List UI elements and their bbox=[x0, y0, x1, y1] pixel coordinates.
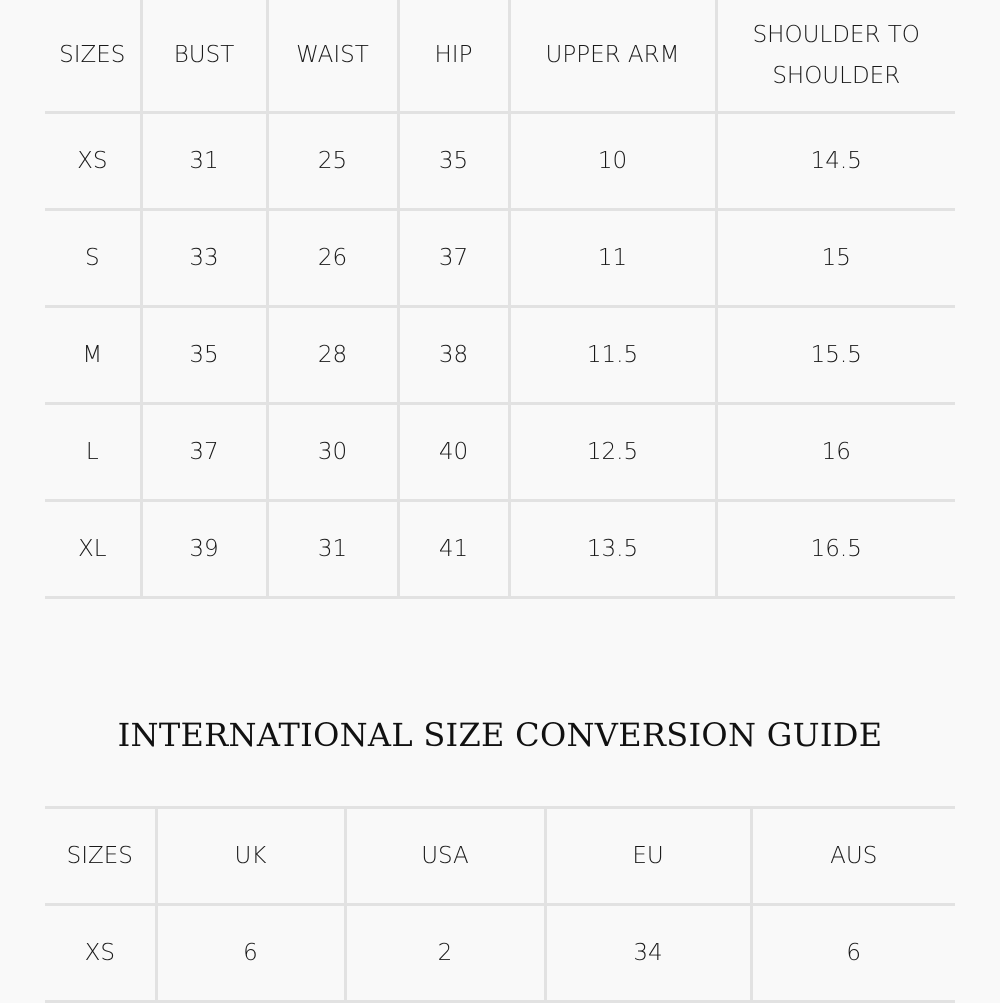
conversion-guide-title: INTERNATIONAL SIZE CONVERSION GUIDE bbox=[117, 716, 883, 754]
table-cell: 38 bbox=[398, 307, 509, 404]
table-cell: XL bbox=[45, 501, 141, 598]
table-cell: 15.5 bbox=[716, 307, 955, 404]
table-header-row bbox=[45, 808, 955, 905]
header-waist: WAIST bbox=[267, 0, 398, 113]
table-cell: 40 bbox=[398, 404, 509, 501]
table-cell: 31 bbox=[267, 501, 398, 598]
table-cell: 6 bbox=[751, 905, 955, 1002]
table-cell: 25 bbox=[267, 113, 398, 210]
table-cell: XS bbox=[45, 113, 141, 210]
header-upper-arm: UPPER ARM bbox=[509, 0, 716, 113]
table-cell: 11 bbox=[509, 210, 716, 307]
table-cell: 26 bbox=[267, 210, 398, 307]
table-cell: 6 bbox=[156, 905, 345, 1002]
table-row bbox=[45, 210, 955, 307]
header-sizes: SIZES bbox=[45, 0, 141, 113]
header-shoulder-to-shoulder: SHOULDER TO SHOULDER bbox=[716, 0, 955, 113]
table-header-row bbox=[45, 0, 955, 113]
table-cell: XS bbox=[45, 905, 156, 1002]
table-cell: S bbox=[45, 210, 141, 307]
size-measurements-table bbox=[45, 0, 955, 599]
table-cell: 14.5 bbox=[716, 113, 955, 210]
table-cell: 10 bbox=[509, 113, 716, 210]
table-cell: M bbox=[45, 307, 141, 404]
table-cell: 13.5 bbox=[509, 501, 716, 598]
table-cell: 30 bbox=[267, 404, 398, 501]
table-cell: 37 bbox=[141, 404, 267, 501]
table-cell: 33 bbox=[141, 210, 267, 307]
table-cell: 35 bbox=[141, 307, 267, 404]
table-row bbox=[45, 905, 955, 1002]
table-cell: 2 bbox=[345, 905, 545, 1002]
table-cell: 35 bbox=[398, 113, 509, 210]
table-cell: 37 bbox=[398, 210, 509, 307]
table-cell: 34 bbox=[545, 905, 751, 1002]
header-bust: BUST bbox=[141, 0, 267, 113]
header-hip: HIP bbox=[398, 0, 509, 113]
table-row bbox=[45, 501, 955, 598]
table-cell: 31 bbox=[141, 113, 267, 210]
table-cell: 28 bbox=[267, 307, 398, 404]
table-cell: 11.5 bbox=[509, 307, 716, 404]
table-cell: 16.5 bbox=[716, 501, 955, 598]
table-cell: 41 bbox=[398, 501, 509, 598]
table-cell: 16 bbox=[716, 404, 955, 501]
table-cell: 15 bbox=[716, 210, 955, 307]
header-eu: EU bbox=[545, 808, 751, 905]
size-conversion-table bbox=[45, 806, 955, 1003]
table-cell: 39 bbox=[141, 501, 267, 598]
header-aus: AUS bbox=[751, 808, 955, 905]
table-row bbox=[45, 113, 955, 210]
header-sizes: SIZES bbox=[45, 808, 156, 905]
header-uk: UK bbox=[156, 808, 345, 905]
table-cell: 12.5 bbox=[509, 404, 716, 501]
table-cell: L bbox=[45, 404, 141, 501]
table-row bbox=[45, 307, 955, 404]
header-usa: USA bbox=[345, 808, 545, 905]
table-row bbox=[45, 404, 955, 501]
